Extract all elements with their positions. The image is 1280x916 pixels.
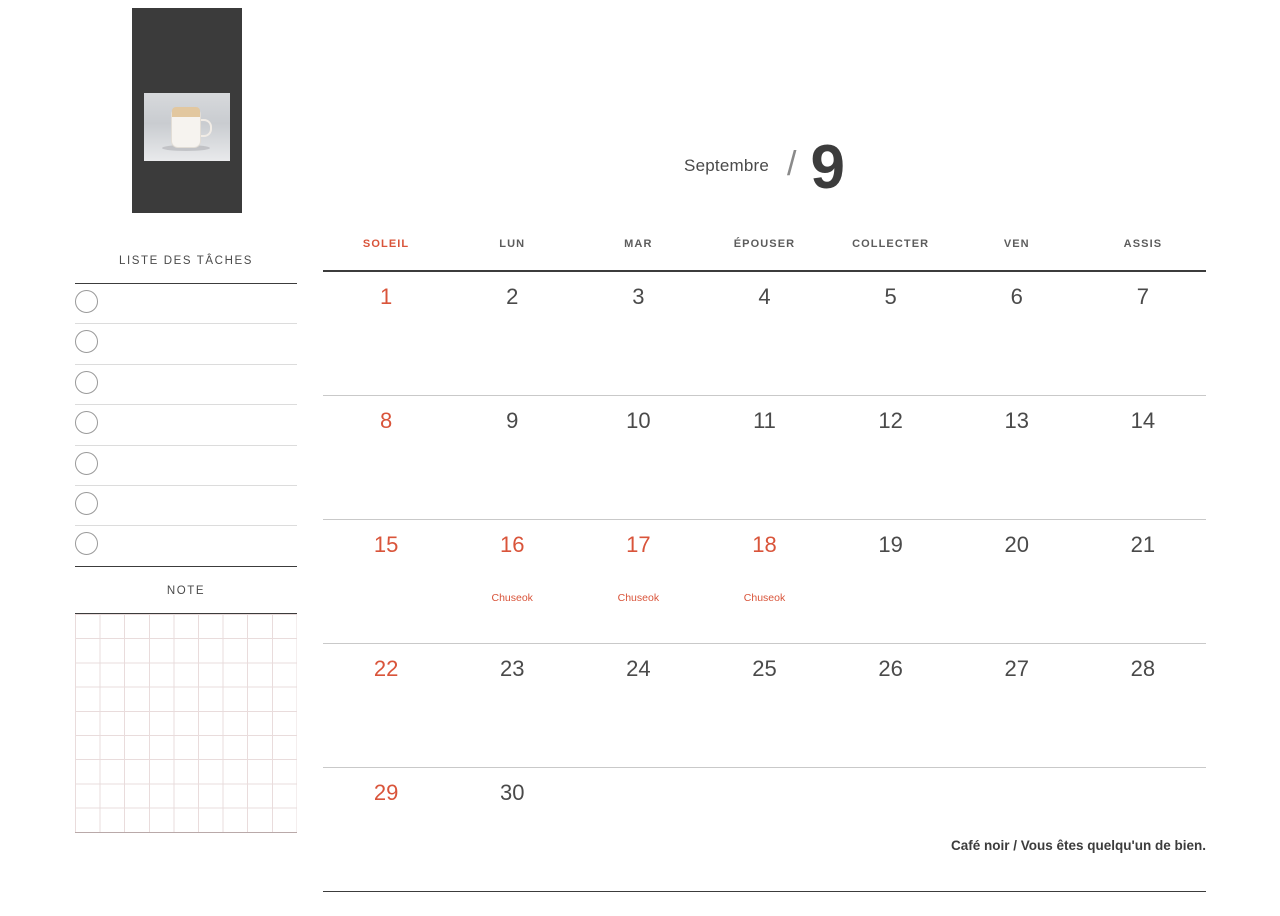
day-number: 20 — [1004, 532, 1030, 557]
checkbox-circle-icon[interactable] — [75, 452, 98, 475]
day-cell[interactable] — [323, 271, 449, 396]
day-cell[interactable] — [701, 768, 827, 892]
weekday-sun: SOLEIL — [362, 238, 410, 250]
calendar-week-row — [323, 520, 1206, 644]
day-number: 11 — [753, 408, 776, 433]
day-number: 21 — [1130, 532, 1156, 557]
day-cell[interactable] — [449, 520, 575, 644]
todo-row[interactable] — [75, 446, 297, 486]
day-number: 2 — [506, 284, 519, 309]
todo-title: LISTE DES TÂCHES — [118, 255, 254, 267]
day-cell[interactable] — [1080, 271, 1206, 396]
todo-row[interactable] — [75, 365, 297, 405]
day-cell[interactable] — [828, 644, 954, 768]
todo-row[interactable] — [75, 405, 297, 445]
day-cell[interactable] — [954, 644, 1080, 768]
day-cell[interactable] — [323, 644, 449, 768]
day-cell[interactable] — [1080, 396, 1206, 520]
day-event: Chuseok — [743, 592, 786, 604]
day-cell[interactable] — [449, 768, 575, 892]
day-number: 10 — [626, 408, 651, 433]
day-cell[interactable] — [954, 520, 1080, 644]
weekday-wed: ÉPOUSER — [733, 238, 796, 250]
day-number: 25 — [752, 656, 777, 681]
day-number: 24 — [626, 656, 651, 681]
day-number: 28 — [1130, 656, 1156, 681]
slash-separator-icon: / — [787, 144, 797, 183]
day-number: 5 — [884, 284, 897, 309]
day-cell[interactable] — [701, 520, 827, 644]
day-cell[interactable] — [954, 768, 1080, 892]
day-cell[interactable] — [449, 271, 575, 396]
note-title: NOTE — [166, 585, 206, 597]
day-number: 26 — [878, 656, 903, 681]
day-number: 15 — [373, 532, 399, 557]
day-number: 13 — [1004, 408, 1030, 433]
day-number: 8 — [379, 408, 393, 433]
day-number: 29 — [373, 780, 399, 805]
day-cell[interactable] — [701, 396, 827, 520]
weekday-fri: VEN — [1003, 238, 1030, 250]
left-sidebar — [75, 0, 297, 916]
day-number: 27 — [1004, 656, 1030, 681]
calendar-week-row — [323, 644, 1206, 768]
day-number: 4 — [758, 284, 771, 309]
todo-row[interactable] — [75, 284, 297, 324]
day-cell[interactable] — [449, 644, 575, 768]
day-number: 3 — [632, 284, 645, 309]
day-cell[interactable] — [323, 768, 449, 892]
cup-foam — [172, 107, 200, 117]
calendar-panel — [323, 0, 1206, 916]
calendar-week-row — [323, 396, 1206, 520]
todo-section — [75, 255, 297, 567]
day-cell[interactable] — [449, 396, 575, 520]
day-number: 17 — [626, 532, 651, 557]
todo-row[interactable] — [75, 486, 297, 526]
month-header — [323, 126, 1206, 206]
day-number: 23 — [499, 656, 525, 681]
day-cell[interactable] — [575, 644, 701, 768]
day-number: 30 — [499, 780, 525, 805]
weekday-sat: ASSIS — [1123, 238, 1163, 250]
day-number: 12 — [878, 408, 903, 433]
note-grid-area[interactable] — [75, 613, 297, 833]
note-section — [75, 585, 297, 833]
day-cell[interactable] — [701, 644, 827, 768]
day-cell[interactable] — [828, 271, 954, 396]
todo-row[interactable] — [75, 526, 297, 566]
day-cell[interactable] — [575, 396, 701, 520]
cup-handle — [198, 119, 212, 137]
day-cell[interactable] — [828, 520, 954, 644]
day-event: Chuseok — [617, 592, 660, 604]
todo-list — [75, 283, 297, 567]
calendar-grid — [323, 238, 1206, 892]
day-cell[interactable] — [575, 768, 701, 892]
day-number: 14 — [1130, 408, 1156, 433]
checkbox-circle-icon[interactable] — [75, 330, 98, 353]
checkbox-circle-icon[interactable] — [75, 371, 98, 394]
checkbox-circle-icon[interactable] — [75, 492, 98, 515]
coffee-cup-photo — [144, 93, 230, 161]
footer-tagline: Café noir / Vous êtes quelqu'un de bien. — [951, 838, 1206, 853]
day-number: 19 — [878, 532, 903, 557]
weekday-mon: LUN — [499, 238, 526, 250]
day-cell[interactable] — [575, 520, 701, 644]
checkbox-circle-icon[interactable] — [75, 411, 98, 434]
checkbox-circle-icon[interactable] — [75, 532, 98, 555]
weekday-tue: MAR — [624, 238, 653, 250]
todo-row[interactable] — [75, 324, 297, 364]
day-cell[interactable] — [954, 396, 1080, 520]
weekday-thu: COLLECTER — [852, 238, 930, 250]
day-cell[interactable] — [575, 271, 701, 396]
month-number: 9 — [810, 133, 845, 202]
weekday-header-row — [323, 238, 1206, 271]
month-name: Septembre — [684, 156, 770, 175]
day-number: 1 — [379, 284, 393, 309]
day-cell[interactable] — [1080, 644, 1206, 768]
day-number: 6 — [1010, 284, 1023, 309]
day-cell[interactable] — [1080, 768, 1206, 892]
calendar-week-row — [323, 768, 1206, 892]
day-number: 9 — [506, 408, 519, 433]
photo-card — [132, 8, 242, 213]
day-cell[interactable] — [323, 396, 449, 520]
day-number: 16 — [499, 532, 525, 557]
day-number: 18 — [752, 532, 777, 557]
calendar-week-row — [323, 271, 1206, 396]
day-cell[interactable] — [828, 768, 954, 892]
day-number: 22 — [373, 656, 399, 681]
checkbox-circle-icon[interactable] — [75, 290, 98, 313]
day-cell[interactable] — [323, 520, 449, 644]
day-event: Chuseok — [491, 592, 533, 604]
day-cell[interactable] — [701, 271, 827, 396]
day-cell[interactable] — [1080, 520, 1206, 644]
day-cell[interactable] — [954, 271, 1080, 396]
day-cell[interactable] — [828, 396, 954, 520]
day-number: 7 — [1136, 284, 1150, 309]
